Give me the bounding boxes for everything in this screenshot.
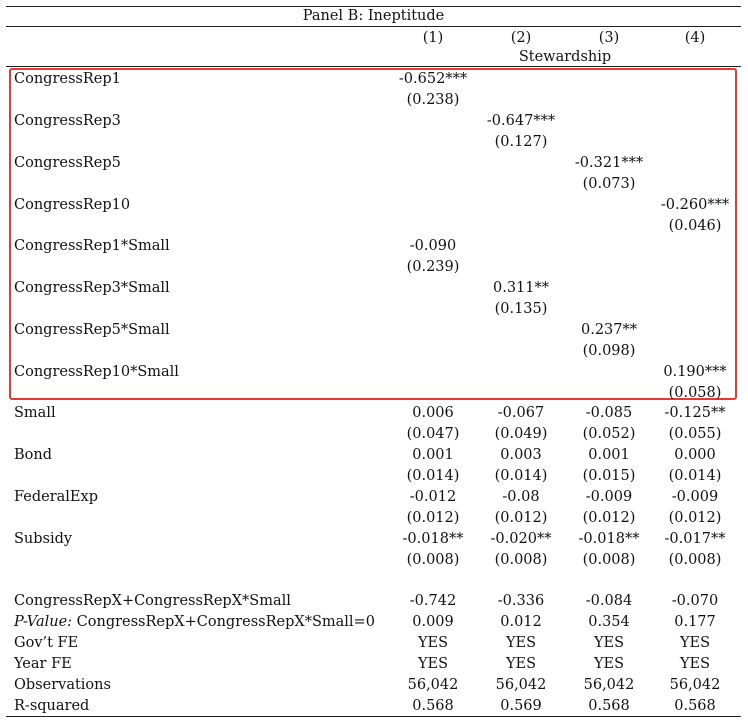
stat-value-cell: YES [505,656,537,672]
panel-title: Panel B: Ineptitude [302,8,445,24]
coefficient-cell: -0.067 [497,405,545,421]
coefficient-cell: -0.009 [585,489,633,505]
std-error-cell: (0.012) [668,510,722,526]
std-error-cell: (0.008) [494,552,548,568]
stat-label-text: CongressRepX+CongressRepX*Small [14,593,291,609]
row-label: CongressRep1*Small [14,238,170,254]
coefficient-cell: -0.260*** [660,197,730,213]
stat-value-cell: 0.568 [588,698,630,714]
row-label: CongressRep10 [14,197,131,213]
std-error-cell: (0.014) [406,468,460,484]
stat-label [14,613,375,631]
stat-value-cell: -0.070 [671,593,719,609]
std-error-cell: (0.049) [494,426,548,442]
stat-label-text: CongressRepX+CongressRepX*Small=0 [76,614,375,630]
coefficient-cell: -0.647*** [486,113,556,129]
stat-label [14,697,89,715]
stat-value-cell: YES [593,656,625,672]
stat-value-cell: 0.009 [412,614,454,630]
row-label: CongressRep3*Small [14,280,170,296]
std-error-cell: (0.047) [406,426,460,442]
stat-value-cell: YES [593,635,625,651]
stat-label-text: R-squared [14,698,90,714]
std-error-cell: (0.012) [494,510,548,526]
row-label: CongressRep5*Small [14,322,170,338]
coefficient-cell: -0.08 [502,489,540,505]
coefficient-cell: 0.003 [500,447,542,463]
stat-value-cell: YES [417,635,449,651]
std-error-cell: (0.012) [406,510,460,526]
coefficient-cell: 0.001 [588,447,630,463]
stat-value-cell: 0.569 [500,698,542,714]
std-error-cell: (0.073) [582,176,636,192]
row-label: CongressRep5 [14,155,121,171]
stat-value-cell: 0.177 [674,614,716,630]
stat-value-cell: YES [679,656,711,672]
coefficient-cell: -0.018** [402,531,464,547]
stat-value-cell: 0.012 [500,614,542,630]
coefficient-cell: -0.012 [409,489,457,505]
stat-value-cell: 56,042 [583,677,635,693]
stat-label-prefix: P-Value: [14,614,73,630]
title-rule [6,26,741,27]
col-header-3: (3) [598,30,620,46]
stat-value-cell: YES [505,635,537,651]
std-error-cell: (0.046) [668,218,722,234]
std-error-cell: (0.014) [668,468,722,484]
coefficient-cell: -0.125** [664,405,726,421]
stat-value-cell: -0.742 [409,593,457,609]
row-label: Small [14,405,56,421]
std-error-cell: (0.008) [668,552,722,568]
std-error-cell: (0.055) [668,426,722,442]
std-error-cell: (0.238) [406,92,460,108]
coefficient-cell: -0.321*** [574,155,644,171]
coefficient-cell: -0.085 [585,405,633,421]
coefficient-cell: -0.090 [409,238,457,254]
row-label: Subsidy [14,531,73,547]
stat-value-cell: 0.568 [412,698,454,714]
stat-value-cell: 56,042 [495,677,547,693]
row-label: CongressRep1 [14,71,121,87]
std-error-cell: (0.052) [582,426,636,442]
std-error-cell: (0.012) [582,510,636,526]
stewardship-label: Stewardship [518,49,612,65]
coefficient-cell: 0.001 [412,447,454,463]
stat-label [14,592,291,610]
stat-label [14,676,111,694]
stat-value-cell: -0.336 [497,593,545,609]
std-error-cell: (0.098) [582,343,636,359]
coefficient-cell: 0.000 [674,447,716,463]
coefficient-cell: -0.017** [664,531,726,547]
stat-value-cell: 56,042 [669,677,721,693]
std-error-cell: (0.127) [494,134,548,150]
std-error-cell: (0.058) [668,385,722,401]
bottom-rule [6,716,741,717]
stat-label-text: Gov’t FE [14,635,79,651]
row-label: CongressRep10*Small [14,364,179,380]
std-error-cell: (0.008) [406,552,460,568]
stat-label-text: Observations [14,677,111,693]
coefficient-cell: 0.311** [492,280,549,296]
stat-label-text: Year FE [14,656,72,672]
stat-label [14,655,72,673]
std-error-cell: (0.008) [582,552,636,568]
std-error-cell: (0.239) [406,259,460,275]
std-error-cell: (0.135) [494,301,548,317]
coefficient-cell: -0.652*** [398,71,468,87]
std-error-cell: (0.015) [582,468,636,484]
col-header-1: (1) [422,30,444,46]
row-label: Bond [14,447,53,463]
std-error-cell: (0.014) [494,468,548,484]
coefficient-cell: 0.237** [580,322,637,338]
stat-value-cell: 0.354 [588,614,630,630]
coefficient-cell: 0.190*** [663,364,727,380]
col-header-4: (4) [684,30,706,46]
coefficient-cell: -0.020** [490,531,552,547]
row-label: FederalExp [14,489,98,505]
col-header-2: (2) [510,30,532,46]
stat-value-cell: YES [679,635,711,651]
stat-value-cell: 56,042 [407,677,459,693]
coefficient-cell: -0.018** [578,531,640,547]
stat-value-cell: -0.084 [585,593,633,609]
coefficient-cell: -0.009 [671,489,719,505]
row-label: CongressRep3 [14,113,121,129]
stat-value-cell: 0.568 [674,698,716,714]
header-rule [6,66,741,67]
stat-label [14,634,78,652]
coefficient-cell: 0.006 [412,405,454,421]
stat-value-cell: YES [417,656,449,672]
